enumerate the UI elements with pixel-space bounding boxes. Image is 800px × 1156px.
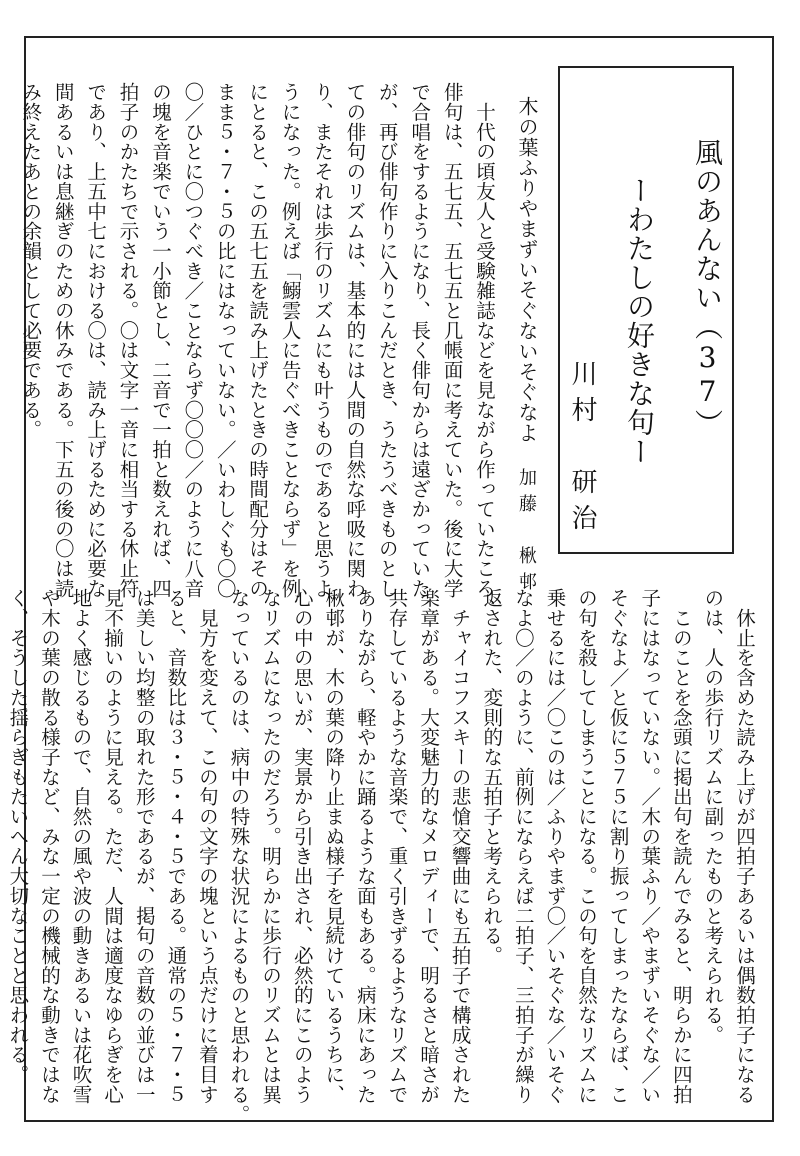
article-subtitle: ーわたしの好きな句ー [623,176,656,466]
text-line: 俳句は、五七五、五七五と几帳面に考えていた。後に大学 [440,82,464,599]
text-line: み終えたあとの余韻として必要である。 [19,82,43,440]
text-line: 子にはなっていない。／木の葉ふり／やまずいそぐな／い [638,588,662,1105]
lower-text-block [6,588,760,1124]
text-line: 地よく感じるもので、自然の風や波の動きあるいは花吹雪 [69,588,93,1105]
text-line: うになった。例えば「鰯雲人に告ぐべきことならず」を例 [278,82,302,599]
text-line: 楽章がある。大変魅力的なメロディーで、明るさと暗さが [417,588,441,1105]
text-line: り、またそれは歩行のリズムにも叶うものであると思うよ [310,82,334,599]
text-line: 共存しているような音楽で、重く引きずるようなリズムで [385,588,409,1105]
upper-body-text [14,82,500,618]
text-line: ると、音数比は３・５・４・５である。通常の５・７・５ [164,588,188,1105]
text-line: チャイコフスキーの悲愴交響曲にも五拍子で構成された [448,588,472,1105]
lower-body-text [2,588,760,1124]
column-title: 風のあんない（37） [691,138,724,438]
text-line: 乗せるには／〇このは／ふりやまず〇／いそぐな／いそぐ [543,588,567,1105]
text-line: が、再び俳句作りに入りこんだとき、うたうべきものとし [375,82,399,599]
text-line: 心の中の思いが、実景から引き出され、必然的にこのよう [290,588,314,1105]
text-line: 休止を含めた読み上げが四拍子あるいは偶数拍子になる [733,588,756,1105]
text-line: 十代の頃友人と受験雑誌などを見ながら作っていたころ、 [473,82,496,618]
text-line: 返された、変則的な五拍子と考えられる。 [480,588,504,966]
text-line: ての俳句のリズムは、基本的には人間の自然な呼吸に関わ [343,82,367,599]
text-line: は美しい均整の取れた形であるが、掲句の音数の並びは一 [132,588,156,1105]
text-line: なリズムになったのだろう。明らかに歩行のリズムとは異 [259,588,283,1105]
text-line: のは、人の歩行リズムに副ったものと考えられる。 [701,588,725,1045]
text-line: く、そうした揺らぎもたいへん大切なことと思われる。 [6,588,30,1085]
text-line: 拍子のかたちで示される。〇は文字一音に相当する休止符 [116,82,140,599]
upper-text-block [19,82,500,618]
author-name: 川村 研治 [567,360,597,540]
text-line: の塊を音楽でいう一小節とし、二音で一拍と数えれば、四 [148,82,172,599]
text-line: まま５・７・５の比にはなっていない。／いわしぐも〇〇 [213,82,237,599]
text-line: 〇／ひとに〇つぐべき／ことならず〇〇〇／のように八音 [181,82,205,599]
haiku-poet: 加藤 楸邨 [516,468,537,598]
text-line: で合唱をするようになり、長く俳句からは遠ざかっていた [408,82,432,599]
text-line: このことを念頭に掲出句を読んでみると、明らかに四拍 [669,588,693,1105]
text-line: なよ〇／のように、前例にならえば二拍子、三拍子が繰り [511,588,535,1105]
text-line: にとると、この五七五を読み上げたときの時間配分はその [246,82,270,599]
text-line: なっているのは、病中の特殊な状況によるものと思われる。 [227,588,251,1124]
text-line: 楸邨が、木の葉の降り止まぬ様子を見続けているうちに、 [322,588,346,1105]
text-line: の句を殺してしまうことになる。この句を自然なリズムに [575,588,599,1105]
text-line: ありながら、軽やかに踊るような面もある。病床にあった [353,588,377,1105]
text-line: や木の葉の散る様子など、みな一定の機械的な動きではな [37,588,61,1105]
text-line: 見不揃いのように見える。ただ、人間は適度なゆらぎを心 [101,588,125,1105]
text-line: 見方を変えて、この句の文字の塊という点だけに着目す [195,588,219,1105]
featured-haiku: 木の葉ふりやまずいそぐないそぐなよ [515,96,539,443]
text-line: そぐなよ／と仮に５７５に割り振ってしまったならば、こ [606,588,630,1105]
text-line: 間あるいは息継ぎのための休みである。下五の後の〇は読 [51,82,75,599]
text-line: であり、上五中七における〇は、読み上げるために必要な [84,82,108,599]
